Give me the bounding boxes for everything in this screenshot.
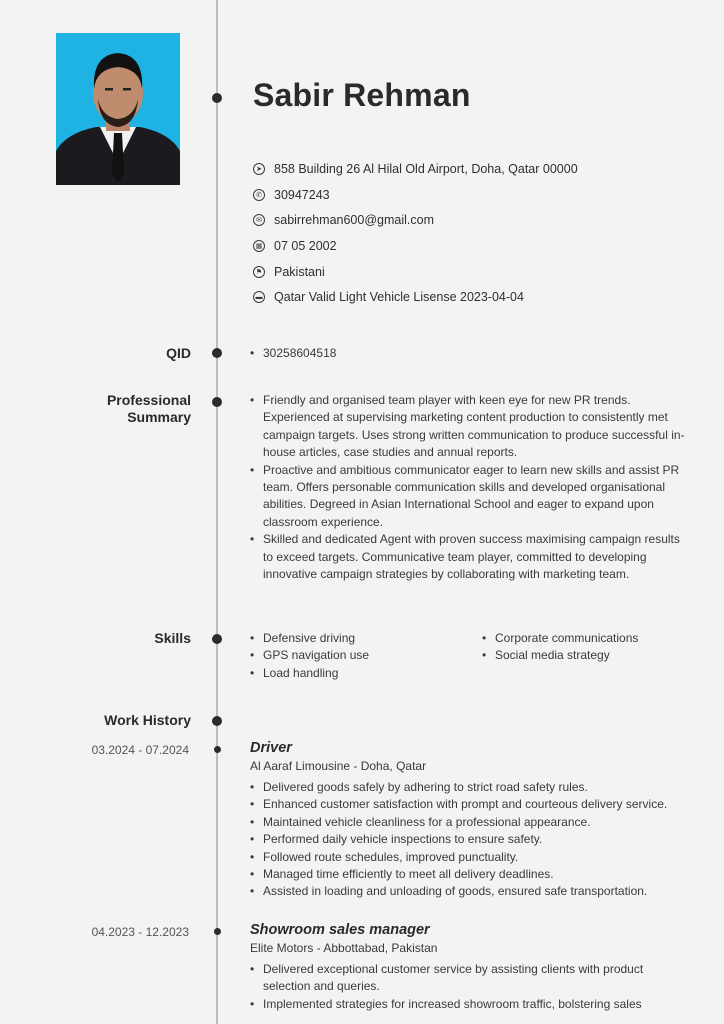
email-text: sabirrehman600@gmail.com (274, 213, 434, 227)
summary-item: • Skilled and dedicated Agent with proven success maximising campaign results to exceed targets. Communicative team player, committed to developing innovative campaign strategies by collaborating with marketing team. (250, 531, 690, 583)
work-history-label: Work History (104, 712, 191, 728)
summary-list (250, 392, 690, 583)
location-icon: ➤ (253, 163, 265, 175)
summary-label-line2: Summary (127, 409, 191, 425)
timeline-dot-job (214, 746, 221, 753)
duty-item: • Delivered goods safely by adhering to strict road safety rules. (250, 779, 700, 796)
skill-item: • Load handling (250, 665, 470, 682)
job-company: Al Aaraf Limousine - Doha, Qatar (250, 759, 427, 773)
nationality-text: Pakistani (274, 265, 325, 279)
skills-label: Skills (154, 630, 191, 646)
job-dates: 04.2023 - 12.2023 (91, 925, 189, 939)
timeline-line (216, 0, 218, 1024)
job-entry (250, 922, 680, 1013)
summary-label-line1: Professional (106, 392, 191, 408)
contact-email (253, 213, 434, 227)
qid-list (250, 345, 336, 362)
timeline-dot-name (212, 93, 222, 103)
phone-icon: ✆ (253, 189, 265, 201)
timeline-dot-qid (212, 348, 222, 358)
contact-nationality (253, 265, 325, 279)
timeline-dot-skills (212, 634, 222, 644)
contact-phone (253, 188, 330, 202)
birthdate-text: 07 05 2002 (274, 239, 337, 253)
summary-item: • Friendly and organised team player with keen eye for new PR trends. Experienced at supervising marketing content production to consistently met campaign targets. Uses strong written communication to produce successful in-house articles, case studies and annual reports. (250, 392, 690, 462)
duty-item: • Enhanced customer satisfaction with prompt and courteous delivery service. (250, 796, 700, 813)
duty-item: • Performed daily vehicle inspections to ensure safety. (250, 831, 700, 848)
duty-item: • Followed route schedules, improved punctuality. (250, 849, 700, 866)
skill-item: • Social media strategy (482, 647, 702, 664)
candidate-name: Sabir Rehman (253, 77, 471, 113)
duty-item: • Maintained vehicle cleanliness for a professional appearance. (250, 814, 700, 831)
skills-column-1 (250, 630, 470, 682)
flag-icon: ⚑ (253, 266, 265, 278)
timeline-dot-job (214, 928, 221, 935)
job-duties (250, 961, 680, 1013)
duty-item: • Implemented strategies for increased showroom traffic, bolstering sales (250, 996, 680, 1013)
address-text: 858 Building 26 Al Hilal Old Airport, Doha, Qatar 00000 (274, 162, 578, 176)
qid-value: • 30258604518 (250, 345, 336, 362)
skill-item: • Corporate communications (482, 630, 702, 647)
qid-label: QID (166, 345, 191, 361)
skill-item: • Defensive driving (250, 630, 470, 647)
profile-photo (56, 33, 180, 185)
license-text: Qatar Valid Light Vehicle Lisense 2023-04-04 (274, 290, 524, 304)
timeline-dot-work (212, 716, 222, 726)
duty-item: • Delivered exceptional customer service by assisting clients with product selection and queries. (250, 961, 680, 996)
duty-item: • Assisted in loading and unloading of goods, ensured safe transportation. (250, 883, 700, 900)
job-duties (250, 779, 700, 901)
duty-item: • Managed time efficiently to meet all delivery deadlines. (250, 866, 700, 883)
skill-item: • GPS navigation use (250, 647, 470, 664)
email-icon: ✉ (253, 214, 265, 226)
job-dates: 03.2024 - 07.2024 (91, 743, 189, 757)
job-company: Elite Motors - Abbottabad, Pakistan (250, 941, 438, 955)
car-icon: ▬ (253, 291, 265, 303)
contact-birthdate (253, 239, 337, 253)
job-entry (250, 740, 700, 901)
job-title: Showroom sales manager (250, 922, 430, 938)
contact-license (253, 290, 524, 304)
phone-text: 30947243 (274, 188, 330, 202)
contact-address (253, 162, 578, 176)
job-title: Driver (250, 740, 292, 756)
timeline-dot-summary (212, 397, 222, 407)
skills-column-2 (482, 630, 702, 665)
summary-item: • Proactive and ambitious communicator eager to learn new skills and assist PR team. Offers personable communication skills and developed organisational abilities. Degreed in Asian International School and eager to expand upon classroom experience. (250, 462, 690, 532)
calendar-icon: ▦ (253, 240, 265, 252)
summary-label (107, 392, 191, 426)
